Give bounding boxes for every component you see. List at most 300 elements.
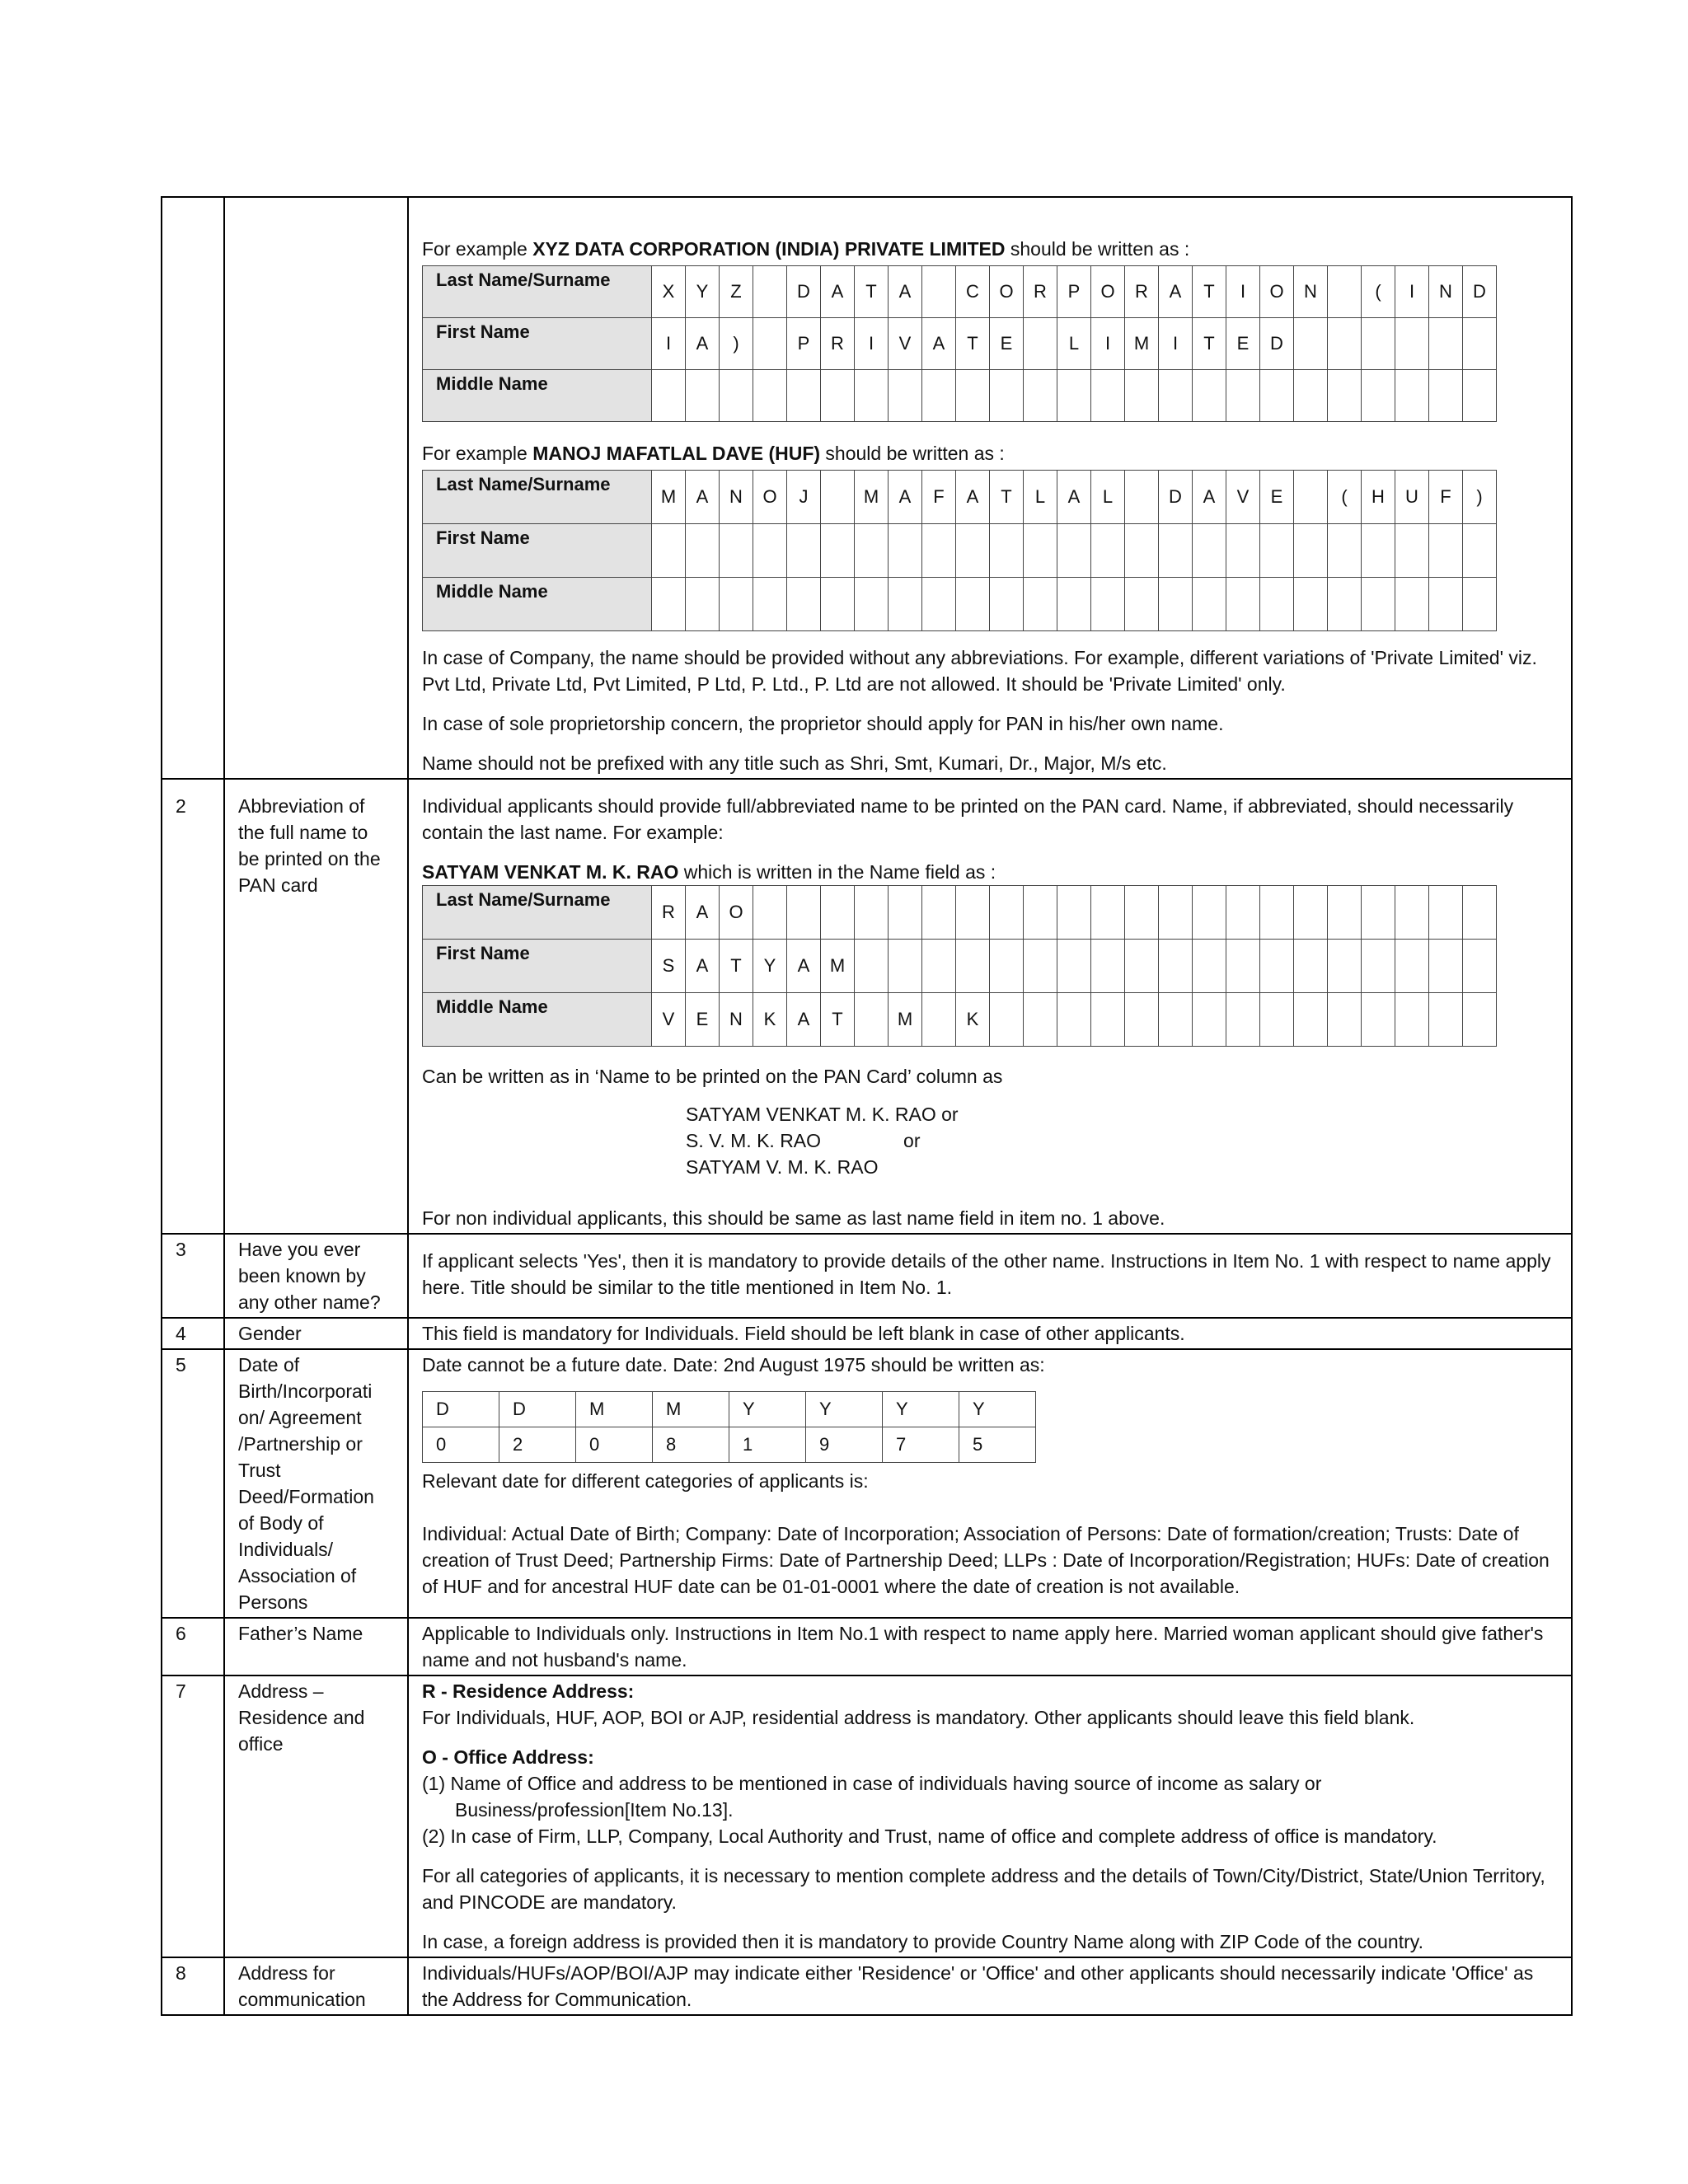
- name-grid-row: [423, 940, 1497, 993]
- name-grid-letter-box: [1328, 266, 1362, 318]
- name-grid-letter-box: [1024, 370, 1057, 422]
- name-grid-letter-box: M: [1125, 318, 1159, 370]
- name-grid-label: Last Name/Surname: [423, 266, 652, 318]
- name-grid-letter-box: [1395, 993, 1429, 1047]
- name-grid-letter-box: D: [1463, 266, 1497, 318]
- instruction-text-cell: [408, 779, 1572, 1234]
- name-grid-letter-box: [1395, 370, 1429, 422]
- office-item-2: (2) In case of Firm, LLP, Company, Local Authority and Trust, name of office and complete address of office is mandatory.: [422, 1825, 1437, 1847]
- name-grid-letter-box: [990, 993, 1024, 1047]
- field-name: Father’s Name: [224, 1618, 408, 1675]
- relevant-date-list: Individual: Actual Date of Birth; Company: Date of Incorporation; Association of Persons: Date of formation/creation; Trusts: Date of creation of Trust Deed; Partnership Firms: Date of Partnership Deed; LLPs : Date of Incorporation/Registration; HUFs: Date of creation of HUF and for ancestral HUF date can be 01-01-0001 where the date of creation is not available.: [422, 1523, 1550, 1597]
- date-format-value-cell: 2: [499, 1427, 576, 1463]
- name-grid-letter-box: [1057, 578, 1091, 631]
- name-grid-letter-box: [855, 886, 889, 940]
- name-grid-letter-box: Y: [753, 940, 787, 993]
- name-grid-letter-box: [1226, 578, 1260, 631]
- instruction-row-8: [162, 1957, 1572, 2015]
- instruction-row-2: [162, 779, 1572, 1234]
- name-grid-letter-box: [1328, 940, 1362, 993]
- name-grid-letter-box: [855, 578, 889, 631]
- name-grid-letter-box: U: [1395, 471, 1429, 524]
- name-grid-letter-box: I: [1159, 318, 1193, 370]
- alt-name-3: SATYAM V. M. K. RAO: [686, 1156, 879, 1178]
- name-grid-letter-box: L: [1091, 471, 1125, 524]
- name-grid-letter-box: [720, 370, 753, 422]
- title-prefix-note: Name should not be prefixed with any title such as Shri, Smt, Kumari, Dr., Major, M/s etc.: [422, 752, 1167, 774]
- name-grid-letter-box: [1260, 524, 1294, 578]
- name-grid-letter-box: [1463, 993, 1497, 1047]
- name-grid-letter-box: A: [922, 318, 956, 370]
- name-grid-letter-box: [1024, 578, 1057, 631]
- name-grid-letter-box: [889, 524, 922, 578]
- name-grid-letter-box: [753, 886, 787, 940]
- name-grid-letter-box: C: [956, 266, 990, 318]
- name-grid-letter-box: [922, 578, 956, 631]
- name-grid-letter-box: N: [1294, 266, 1328, 318]
- instruction-text: Applicable to Individuals only. Instructions in Item No.1 with respect to name apply here. Married woman applicant should give father's name and not husband's name.: [408, 1618, 1572, 1675]
- name-grid-letter-box: ): [1463, 471, 1497, 524]
- name-grid-letter-box: [990, 940, 1024, 993]
- name-grid-letter-box: [1091, 370, 1125, 422]
- item-number: 3: [162, 1234, 224, 1318]
- field-name: Address – Residence and office: [224, 1675, 408, 1957]
- name-grid-letter-box: L: [1057, 318, 1091, 370]
- name-grid-letter-box: [1159, 578, 1193, 631]
- name-grid-letter-box: [889, 578, 922, 631]
- name-grid-letter-box: [686, 578, 720, 631]
- name-grid-letter-box: [889, 886, 922, 940]
- name-grid-letter-box: A: [787, 940, 821, 993]
- name-grid-label: Last Name/Surname: [423, 471, 652, 524]
- name-grid-letter-box: [889, 370, 922, 422]
- instruction-row-5: [162, 1349, 1572, 1618]
- name-grid-letter-box: A: [1057, 471, 1091, 524]
- item-number: 2: [162, 779, 224, 1234]
- column-note: Can be written as in ‘Name to be printed on the PAN Card’ column as: [422, 1066, 1003, 1087]
- item-number: 8: [162, 1957, 224, 2015]
- date-format-header-cell: D: [499, 1392, 576, 1427]
- name-grid-letter-box: [1463, 370, 1497, 422]
- instruction-text: If applicant selects 'Yes', then it is mandatory to provide details of the other name. Instructions in Item No. 1 with respect to name apply here. Title should be similar to the title mentioned in Item No. 1.: [408, 1234, 1572, 1318]
- instruction-row-6: [162, 1618, 1572, 1675]
- name-grid-letter-box: P: [787, 318, 821, 370]
- name-grid-letter-box: [652, 524, 686, 578]
- name-grid-letter-box: [855, 524, 889, 578]
- name-grid-letter-box: [1429, 578, 1463, 631]
- name-grid-letter-box: [1024, 318, 1057, 370]
- name-grid-label: First Name: [423, 940, 652, 993]
- name-grid-row: [423, 524, 1497, 578]
- name-grid-letter-box: ): [720, 318, 753, 370]
- name-grid-letter-box: [1193, 370, 1226, 422]
- name-grid-letter-box: [1193, 578, 1226, 631]
- name-grid-letter-box: [1125, 471, 1159, 524]
- instructions-table: [161, 196, 1573, 2016]
- name-grid-letter-box: [1328, 524, 1362, 578]
- name-grid-letter-box: [1091, 886, 1125, 940]
- name-grid-letter-box: X: [652, 266, 686, 318]
- name-grid-letter-box: O: [720, 886, 753, 940]
- name-grid-letter-box: [1294, 318, 1328, 370]
- name-grid-letter-box: [1226, 993, 1260, 1047]
- name-grid-letter-box: [821, 578, 855, 631]
- name-grid-row: [423, 318, 1497, 370]
- name-grid-letter-box: [1024, 524, 1057, 578]
- name-grid-letter-box: [1429, 993, 1463, 1047]
- name-grid-letter-box: [1226, 524, 1260, 578]
- name-grid-letter-box: D: [1260, 318, 1294, 370]
- name-grid-letter-box: A: [686, 940, 720, 993]
- name-grid-letter-box: [1294, 524, 1328, 578]
- name-grid-letter-box: [1193, 940, 1226, 993]
- field-name: Abbreviation of the full name to be printed on the PAN card: [224, 779, 408, 1234]
- date-format-value-cell: 0: [576, 1427, 653, 1463]
- name-grid-letter-box: [1091, 578, 1125, 631]
- company-name-note: In case of Company, the name should be provided without any abbreviations. For example, different variations of 'Private Limited' viz. Pvt Ltd, Private Ltd, Pvt Limited, P Ltd, P. Ltd., P. Ltd are not allowed. It should be 'Private Limited' only.: [422, 647, 1537, 695]
- name-grid-label: Middle Name: [423, 578, 652, 631]
- name-grid-letter-box: M: [855, 471, 889, 524]
- name-grid-letter-box: [1463, 886, 1497, 940]
- date-format-value-cell: 7: [883, 1427, 959, 1463]
- name-grid-letter-box: T: [956, 318, 990, 370]
- name-grid-letter-box: O: [1260, 266, 1294, 318]
- name-grid-letter-box: K: [956, 993, 990, 1047]
- name-grid-letter-box: [787, 524, 821, 578]
- name-grid-letter-box: [787, 370, 821, 422]
- name-grid-label: First Name: [423, 524, 652, 578]
- name-grid-letter-box: [686, 524, 720, 578]
- instruction-row-3: [162, 1234, 1572, 1318]
- date-format-header-cell: M: [576, 1392, 653, 1427]
- name-grid-letter-box: [821, 370, 855, 422]
- name-grid-letter-box: [1159, 886, 1193, 940]
- date-format-header-cell: Y: [729, 1392, 806, 1427]
- name-grid-letter-box: T: [855, 266, 889, 318]
- instruction-row-1: [162, 197, 1572, 779]
- residence-address-note: For Individuals, HUF, AOP, BOI or AJP, residential address is mandatory. Other applicants should leave this field blank.: [422, 1707, 1415, 1728]
- name-grid-letter-box: [1057, 993, 1091, 1047]
- instruction-row-4: [162, 1318, 1572, 1349]
- instruction-text-cell: [408, 1675, 1572, 1957]
- name-grid-letter-box: [1429, 524, 1463, 578]
- name-grid-letter-box: [1226, 886, 1260, 940]
- name-grid-letter-box: R: [1024, 266, 1057, 318]
- name-grid-letter-box: [1024, 886, 1057, 940]
- name-grid-letter-box: [1395, 578, 1429, 631]
- name-grid-letter-box: [1226, 370, 1260, 422]
- name-grid-letter-box: [686, 370, 720, 422]
- name-grid-letter-box: [1125, 940, 1159, 993]
- name-grid-letter-box: [1057, 524, 1091, 578]
- name-grid-letter-box: N: [720, 993, 753, 1047]
- name-grid-letter-box: [956, 940, 990, 993]
- name-grid-letter-box: [956, 886, 990, 940]
- name-grid-letter-box: F: [922, 471, 956, 524]
- name-grid-letter-box: E: [1260, 471, 1294, 524]
- name-grid-letter-box: [1294, 578, 1328, 631]
- name-grid-letter-box: A: [956, 471, 990, 524]
- name-grid-letter-box: [1125, 886, 1159, 940]
- name-grid-letter-box: [753, 318, 787, 370]
- name-grid-letter-box: M: [821, 940, 855, 993]
- name-grid-letter-box: [956, 370, 990, 422]
- name-grid-letter-box: (: [1362, 266, 1395, 318]
- name-grid-letter-box: [1260, 578, 1294, 631]
- name-grid-letter-box: [1429, 370, 1463, 422]
- name-grid-letter-box: [1024, 993, 1057, 1047]
- name-grid-letter-box: [1193, 886, 1226, 940]
- name-grid-letter-box: [1159, 370, 1193, 422]
- date-format-header-cell: Y: [959, 1392, 1036, 1427]
- name-grid-letter-box: S: [652, 940, 686, 993]
- name-grid-letter-box: [1125, 370, 1159, 422]
- name-grid-row: [423, 266, 1497, 318]
- name-grid-letter-box: [956, 578, 990, 631]
- field-name: Gender: [224, 1318, 408, 1349]
- name-grid-letter-box: [1226, 940, 1260, 993]
- name-grid-letter-box: A: [686, 886, 720, 940]
- name-grid-letter-box: A: [1193, 471, 1226, 524]
- name-grid-letter-box: [1362, 940, 1395, 993]
- name-grid-letter-box: [787, 886, 821, 940]
- office-address-heading: O - Office Address:: [422, 1746, 594, 1768]
- name-grid-letter-box: [922, 370, 956, 422]
- name-grid-letter-box: [855, 993, 889, 1047]
- date-format-grid: [422, 1391, 1036, 1463]
- name-grid-letter-box: [1024, 940, 1057, 993]
- name-grid-letter-box: J: [787, 471, 821, 524]
- instruction-text-cell: [408, 1349, 1572, 1618]
- name-grid-letter-box: T: [990, 471, 1024, 524]
- name-grid-letter-box: [1362, 886, 1395, 940]
- name-grid-letter-box: [1395, 940, 1429, 993]
- name-grid-letter-box: [1395, 524, 1429, 578]
- name-grid-label: Middle Name: [423, 993, 652, 1047]
- name-grid-letter-box: M: [889, 993, 922, 1047]
- name-grid-letter-box: [1193, 524, 1226, 578]
- name-grid-letter-box: [1362, 318, 1395, 370]
- non-individual-note: For non individual applicants, this should be same as last name field in item no. 1 above.: [422, 1207, 1165, 1229]
- name-grid-letter-box: E: [686, 993, 720, 1047]
- name-grid-letter-box: T: [1193, 266, 1226, 318]
- date-format-value-row: [423, 1427, 1036, 1463]
- name-grid-letter-box: P: [1057, 266, 1091, 318]
- item-number: 7: [162, 1675, 224, 1957]
- date-format-value-cell: 1: [729, 1427, 806, 1463]
- name-grid-letter-box: [1429, 886, 1463, 940]
- date-format-header-cell: D: [423, 1392, 499, 1427]
- example-heading: SATYAM VENKAT M. K. RAO which is written in the Name field as :: [422, 861, 996, 883]
- name-grid-letter-box: [1328, 993, 1362, 1047]
- name-grid-letter-box: [1294, 940, 1328, 993]
- name-grid-letter-box: N: [1429, 266, 1463, 318]
- name-grid-letter-box: [1125, 993, 1159, 1047]
- name-grid-row: [423, 886, 1497, 940]
- name-grid-letter-box: [1159, 940, 1193, 993]
- abbreviation-note: Individual applicants should provide full/abbreviated name to be printed on the PAN card. Name, if abbreviated, should necessarily contain the last name. For example:: [422, 795, 1514, 843]
- name-grid-letter-box: [1193, 993, 1226, 1047]
- name-grid-letter-box: [1159, 993, 1193, 1047]
- name-grid-letter-box: [855, 940, 889, 993]
- name-grid-letter-box: [720, 524, 753, 578]
- field-name: Have you ever been known by any other name?: [224, 1234, 408, 1318]
- name-grid-letter-box: [753, 266, 787, 318]
- instruction-text: Individuals/HUFs/AOP/BOI/AJP may indicate either 'Residence' or 'Office' and other applicants should necessarily indicate 'Office' as the Address for Communication.: [408, 1957, 1572, 2015]
- date-format-header-cell: Y: [883, 1392, 959, 1427]
- name-grid-letter-box: [1328, 578, 1362, 631]
- date-format-header-cell: M: [653, 1392, 729, 1427]
- name-grid-letter-box: [1057, 886, 1091, 940]
- name-grid-letter-box: E: [1226, 318, 1260, 370]
- name-grid-letter-box: [652, 370, 686, 422]
- name-grid-letter-box: [1463, 318, 1497, 370]
- name-grid-letter-box: I: [652, 318, 686, 370]
- alternative-names: [422, 1101, 1558, 1180]
- name-grid-letter-box: [990, 524, 1024, 578]
- name-grid-letter-box: [821, 886, 855, 940]
- name-grid-letter-box: [922, 524, 956, 578]
- name-grid-row: [423, 471, 1497, 524]
- name-grid-letter-box: [1159, 524, 1193, 578]
- name-grid-letter-box: [787, 578, 821, 631]
- name-grid-letter-box: Y: [686, 266, 720, 318]
- satyam-name-grid: [422, 885, 1497, 1047]
- date-format-value-cell: 0: [423, 1427, 499, 1463]
- item-number: 5: [162, 1349, 224, 1618]
- name-grid-letter-box: [1125, 578, 1159, 631]
- date-format-header-row: [423, 1392, 1036, 1427]
- name-grid-letter-box: [652, 578, 686, 631]
- name-grid-letter-box: [1294, 886, 1328, 940]
- name-grid-letter-box: [922, 940, 956, 993]
- name-grid-letter-box: [956, 524, 990, 578]
- name-grid-letter-box: [1260, 940, 1294, 993]
- name-grid-letter-box: [1260, 993, 1294, 1047]
- date-format-value-cell: 8: [653, 1427, 729, 1463]
- name-grid-letter-box: R: [652, 886, 686, 940]
- date-intro: Date cannot be a future date. Date: 2nd August 1975 should be written as:: [422, 1354, 1045, 1376]
- instruction-row-7: [162, 1675, 1572, 1957]
- instruction-text-cell: [408, 197, 1572, 779]
- foreign-address-note: In case, a foreign address is provided then it is mandatory to provide Country Name along with ZIP Code of the country.: [422, 1931, 1423, 1952]
- name-grid-letter-box: N: [720, 471, 753, 524]
- name-grid-letter-box: [1463, 940, 1497, 993]
- name-grid-letter-box: [922, 886, 956, 940]
- item-number: 6: [162, 1618, 224, 1675]
- name-grid-letter-box: T: [720, 940, 753, 993]
- name-grid-letter-box: F: [1429, 471, 1463, 524]
- name-grid-letter-box: [1125, 524, 1159, 578]
- name-grid-letter-box: R: [821, 318, 855, 370]
- name-grid-letter-box: V: [889, 318, 922, 370]
- name-grid-letter-box: [753, 524, 787, 578]
- example-1-name-grid: [422, 265, 1497, 422]
- item-number: 4: [162, 1318, 224, 1349]
- name-grid-letter-box: [990, 578, 1024, 631]
- name-grid-letter-box: O: [753, 471, 787, 524]
- name-grid-letter-box: [720, 578, 753, 631]
- name-grid-letter-box: T: [1193, 318, 1226, 370]
- name-grid-letter-box: O: [1091, 266, 1125, 318]
- office-item-1: (1) Name of Office and address to be mentioned in case of individuals having source of income as salary or: [422, 1773, 1322, 1794]
- alt-name-1: SATYAM VENKAT M. K. RAO or: [686, 1104, 959, 1125]
- name-grid-letter-box: [990, 370, 1024, 422]
- name-grid-letter-box: A: [686, 471, 720, 524]
- name-grid-letter-box: [1294, 370, 1328, 422]
- name-grid-letter-box: [1395, 886, 1429, 940]
- date-format-value-cell: 9: [806, 1427, 883, 1463]
- name-grid-letter-box: [922, 993, 956, 1047]
- name-grid-letter-box: [821, 471, 855, 524]
- name-grid-letter-box: A: [889, 471, 922, 524]
- name-grid-row: [423, 993, 1497, 1047]
- name-grid-label: Middle Name: [423, 370, 652, 422]
- name-grid-letter-box: [1294, 993, 1328, 1047]
- name-grid-letter-box: R: [1125, 266, 1159, 318]
- proprietorship-note: In case of sole proprietorship concern, the proprietor should apply for PAN in his/her own name.: [422, 713, 1224, 734]
- name-grid-letter-box: [1260, 886, 1294, 940]
- name-grid-letter-box: [1057, 940, 1091, 993]
- name-grid-letter-box: Z: [720, 266, 753, 318]
- name-grid-letter-box: [1091, 524, 1125, 578]
- alt-name-2: S. V. M. K. RAO or: [686, 1130, 921, 1151]
- name-grid-letter-box: [889, 940, 922, 993]
- name-grid-letter-box: I: [1226, 266, 1260, 318]
- name-grid-letter-box: D: [1159, 471, 1193, 524]
- name-grid-letter-box: [1429, 318, 1463, 370]
- name-grid-letter-box: [1362, 993, 1395, 1047]
- name-grid-letter-box: [990, 886, 1024, 940]
- name-grid-letter-box: [1091, 993, 1125, 1047]
- name-grid-letter-box: I: [1091, 318, 1125, 370]
- name-grid-row: [423, 578, 1497, 631]
- name-grid-letter-box: [1328, 370, 1362, 422]
- office-item-1-continued: Business/profession[Item No.13].: [455, 1799, 734, 1821]
- name-grid-letter-box: E: [990, 318, 1024, 370]
- name-grid-letter-box: H: [1362, 471, 1395, 524]
- name-grid-letter-box: A: [686, 318, 720, 370]
- field-name-cell: [224, 197, 408, 779]
- name-grid-letter-box: [753, 370, 787, 422]
- name-grid-letter-box: O: [990, 266, 1024, 318]
- name-grid-letter-box: [753, 578, 787, 631]
- name-grid-letter-box: [1057, 370, 1091, 422]
- name-grid-letter-box: K: [753, 993, 787, 1047]
- name-grid-letter-box: V: [652, 993, 686, 1047]
- relevant-date-heading: Relevant date for different categories of applicants is:: [422, 1470, 869, 1492]
- name-grid-letter-box: [1463, 578, 1497, 631]
- all-categories-note: For all categories of applicants, it is necessary to mention complete address and the details of Town/City/District, State/Union Territory, and PINCODE are mandatory.: [422, 1865, 1545, 1913]
- name-grid-letter-box: [1294, 471, 1328, 524]
- name-grid-letter-box: (: [1328, 471, 1362, 524]
- name-grid-letter-box: A: [821, 266, 855, 318]
- name-grid-letter-box: A: [787, 993, 821, 1047]
- name-grid-letter-box: [1429, 940, 1463, 993]
- name-grid-letter-box: [855, 370, 889, 422]
- name-grid-row: [423, 370, 1497, 422]
- name-grid-letter-box: [1395, 318, 1429, 370]
- example-2-name-grid: [422, 470, 1497, 631]
- field-name: Date of Birth/Incorporati on/ Agreement /Partnership or Trust Deed/Formation of Body of Individuals/ Association of Persons: [224, 1349, 408, 1618]
- item-number-cell: [162, 197, 224, 779]
- example-2-heading: For example MANOJ MAFATLAL DAVE (HUF) should be written as :: [422, 443, 1005, 464]
- name-grid-letter-box: [1328, 886, 1362, 940]
- name-grid-letter-box: [1463, 524, 1497, 578]
- name-grid-letter-box: V: [1226, 471, 1260, 524]
- name-grid-letter-box: D: [787, 266, 821, 318]
- field-name: Address for communication: [224, 1957, 408, 2015]
